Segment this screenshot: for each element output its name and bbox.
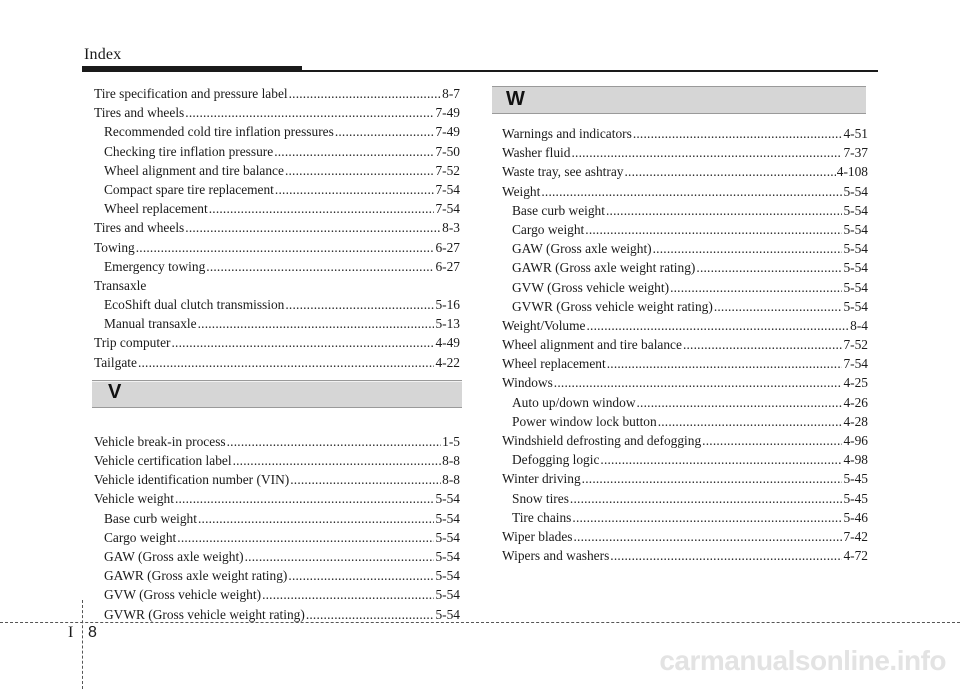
index-entry-text: Base curb weight	[104, 510, 197, 526]
index-entry-text: Weight	[502, 183, 541, 199]
index-entry-text: Winter driving	[502, 471, 581, 487]
index-entry-page: 5-54	[843, 260, 868, 276]
index-entry-page: 4-72	[843, 548, 868, 564]
dot-leader	[185, 103, 434, 122]
index-entry	[94, 142, 460, 161]
index-entry-text: Towing	[94, 239, 135, 255]
dot-leader	[714, 297, 843, 316]
index-entry	[502, 489, 868, 508]
index-entry	[502, 450, 868, 469]
index-entry-page: 5-54	[435, 548, 460, 564]
index-entry	[502, 220, 868, 239]
dot-leader	[209, 199, 435, 218]
index-entry-text: GVW (Gross vehicle weight)	[104, 587, 262, 603]
index-entry	[94, 84, 460, 103]
index-entry-page: 5-54	[435, 568, 460, 584]
index-entry	[94, 161, 460, 180]
index-entry	[94, 333, 460, 352]
index-entry-text: Vehicle identification number (VIN)	[94, 472, 290, 488]
index-entry-page: 5-45	[843, 490, 868, 506]
index-entry	[502, 546, 868, 565]
index-entry-text: GVWR (Gross vehicle weight rating)	[104, 606, 305, 622]
index-entry-text: Weight/Volume	[502, 317, 586, 333]
index-entry-text: Auto up/down window	[512, 394, 636, 410]
footer-page-number: 8	[88, 624, 97, 641]
index-entry-text: Manual transaxle	[104, 316, 197, 332]
index-entry-page: 7-54	[435, 201, 460, 217]
dot-leader	[275, 180, 435, 199]
dot-leader	[285, 295, 434, 314]
index-column-right	[502, 124, 868, 565]
index-entry-text: Checking tire inflation pressure	[104, 143, 274, 159]
dot-leader	[683, 335, 843, 354]
dot-leader	[136, 238, 435, 257]
index-entry	[502, 373, 868, 392]
dot-leader	[658, 412, 843, 431]
index-entry-page: 5-54	[435, 587, 460, 603]
index-entry-page: 1-5	[442, 433, 460, 449]
index-entry-text: EcoShift dual clutch transmission	[104, 297, 285, 313]
index-entry	[94, 295, 460, 314]
index-entry-page: 7-42	[843, 528, 868, 544]
index-entry-page: 5-16	[435, 297, 460, 313]
dot-leader	[541, 182, 842, 201]
index-entry-text: Wheel replacement	[104, 201, 208, 217]
dot-leader	[600, 450, 842, 469]
index-entry-text: Power window lock button	[512, 413, 657, 429]
index-entry	[94, 180, 460, 199]
dot-leader	[185, 218, 441, 237]
dot-leader	[670, 278, 842, 297]
section-header-w	[492, 86, 866, 114]
index-entry-page: 5-54	[843, 241, 868, 257]
index-column-left	[94, 84, 460, 624]
index-entry	[94, 509, 460, 528]
index-entry	[94, 122, 460, 141]
index-entry	[502, 278, 868, 297]
index-entry-text: Wipers and washers	[502, 548, 610, 564]
index-entry-page: 8-7	[442, 86, 460, 101]
index-entry-text: Compact spare tire replacement	[104, 181, 274, 197]
index-entry-page: 4-49	[435, 335, 460, 351]
index-entry-text: Tire specification and pressure label	[94, 86, 288, 101]
index-entry-text: Transaxle	[94, 277, 147, 293]
dot-leader	[554, 373, 843, 392]
index-entry-text: Windows	[502, 375, 553, 391]
index-entry-page: 7-49	[435, 105, 460, 121]
index-entry-page: 6-27	[435, 258, 460, 274]
index-entry-text: Emergency towing	[104, 258, 206, 274]
index-entry-text: Vehicle certification label	[94, 453, 232, 468]
dot-leader	[198, 509, 434, 528]
index-entry	[94, 432, 460, 451]
header-rule-thick	[82, 66, 302, 72]
index-entry-page: 5-54	[435, 606, 460, 622]
dot-leader	[610, 546, 842, 565]
dot-leader	[696, 258, 842, 277]
index-entry-page: 8-8	[442, 472, 460, 488]
dot-leader	[233, 451, 442, 470]
index-entry-page: 5-54	[843, 279, 868, 295]
index-entry-text: Snow tires	[512, 490, 569, 506]
index-entry	[94, 547, 460, 566]
index-entry-page: 5-54	[843, 221, 868, 237]
dot-leader	[227, 432, 442, 451]
dot-leader	[573, 527, 842, 546]
index-entry-page: 4-96	[843, 433, 868, 448]
index-entry-page: 7-54	[843, 356, 868, 372]
page-title: Index	[84, 46, 122, 63]
index-entry-page: 7-50	[435, 143, 460, 159]
index-entry	[502, 393, 868, 412]
dot-leader	[572, 508, 842, 527]
dot-leader	[138, 353, 435, 372]
index-entry	[94, 585, 460, 604]
index-entry	[502, 297, 868, 316]
index-entry-text: Tires and wheels	[94, 105, 185, 121]
index-entry-page: 6-27	[435, 239, 460, 255]
index-entry	[94, 566, 460, 585]
index-entry-text: GVW (Gross vehicle weight)	[512, 279, 670, 295]
index-entry-page: 4-98	[843, 452, 868, 468]
index-entry-text: GAWR (Gross axle weight rating)	[104, 568, 288, 584]
index-entry	[502, 412, 868, 431]
index-entry-page: 4-51	[843, 126, 868, 141]
index-entry	[94, 489, 460, 508]
dot-leader	[285, 161, 435, 180]
dot-leader	[245, 547, 435, 566]
index-entry-text: Tire chains	[512, 509, 572, 525]
dot-leader	[172, 333, 435, 352]
index-entry	[94, 276, 460, 295]
index-entry-text: Tailgate	[94, 354, 137, 370]
index-entry	[94, 257, 460, 276]
index-entry	[502, 469, 868, 488]
index-entry-text: Windshield defrosting and defogging	[502, 433, 702, 448]
index-entry-page: 5-54	[435, 529, 460, 545]
section-header-v	[92, 380, 462, 408]
dot-leader	[633, 124, 843, 143]
dot-leader	[585, 220, 842, 239]
dot-leader	[637, 393, 843, 412]
index-entry	[502, 431, 868, 450]
index-entry	[502, 335, 868, 354]
dot-leader	[571, 143, 842, 162]
index-entry-page: 7-54	[435, 181, 460, 197]
index-entry	[502, 316, 868, 335]
dot-leader	[274, 142, 434, 161]
dot-leader	[177, 528, 434, 547]
index-entry	[94, 314, 460, 333]
section-letter-w: W	[506, 88, 525, 110]
index-entry-page: 5-54	[435, 510, 460, 526]
footer-section-letter: I	[68, 624, 74, 641]
dot-leader	[625, 162, 836, 181]
index-entry-page: 4-22	[435, 354, 460, 370]
index-entry	[94, 528, 460, 547]
index-entry-text: Vehicle weight	[94, 491, 174, 507]
dot-leader	[607, 354, 843, 373]
index-entry	[502, 258, 868, 277]
dot-leader	[306, 605, 435, 624]
index-entry	[502, 162, 868, 181]
index-entry-page: 8-3	[442, 220, 460, 236]
index-entry-text: GAW (Gross axle weight)	[512, 241, 652, 257]
index-entry	[502, 124, 868, 143]
index-entry-page: 4-25	[843, 375, 868, 391]
index-entry-text: GAW (Gross axle weight)	[104, 548, 244, 564]
index-entry	[502, 354, 868, 373]
index-entry-text: GVWR (Gross vehicle weight rating)	[512, 298, 713, 314]
index-entry-page: 4-28	[843, 413, 868, 429]
index-entry-page: 8-4	[850, 317, 868, 333]
index-entry-page: 5-54	[843, 183, 868, 199]
index-entry	[94, 353, 460, 372]
index-entry-page: 7-49	[435, 124, 460, 140]
index-entry-text: Vehicle break-in process	[94, 433, 226, 449]
index-entry-page: 7-52	[843, 337, 868, 353]
index-entry-text: Cargo weight	[104, 529, 177, 545]
dot-leader	[702, 431, 842, 450]
index-entry-text: Waste tray, see ashtray	[502, 164, 624, 180]
index-entry-text: Trip computer	[94, 335, 171, 351]
index-entry-page: 7-37	[843, 145, 868, 161]
index-entry	[502, 239, 868, 258]
w-entries-list	[502, 124, 868, 565]
index-entry-page: 8-8	[442, 453, 460, 468]
index-entry	[502, 182, 868, 201]
footer-dashed-divider	[82, 600, 83, 689]
index-entry-text: Defogging logic	[512, 452, 600, 468]
index-entry	[94, 451, 460, 470]
index-entry	[94, 238, 460, 257]
index-entry-page: 5-54	[435, 491, 460, 507]
index-entry-text: Base curb weight	[512, 202, 605, 218]
dot-leader	[570, 489, 843, 508]
index-entry-page: 5-45	[843, 471, 868, 487]
index-entry-text: Cargo weight	[512, 221, 585, 237]
index-entry-text: Wheel alignment and tire balance	[502, 337, 682, 353]
watermark: carmanualsonline.info	[659, 645, 946, 676]
dot-leader	[206, 257, 434, 276]
dot-leader	[175, 489, 435, 508]
dot-leader	[289, 84, 442, 103]
index-entry-text: Wheel alignment and tire balance	[104, 162, 284, 178]
index-entry	[502, 508, 868, 527]
footer-dashed-rule	[0, 622, 960, 623]
v-entries-list	[94, 432, 460, 624]
index-entry	[502, 143, 868, 162]
index-entry-text: GAWR (Gross axle weight rating)	[512, 260, 696, 276]
index-entry-page: 5-13	[435, 316, 460, 332]
index-entry-page: 7-52	[435, 162, 460, 178]
dot-leader	[335, 122, 435, 141]
index-entry-text: Wiper blades	[502, 528, 573, 544]
index-entry-text: Washer fluid	[502, 145, 571, 161]
index-entry	[94, 103, 460, 122]
dot-leader	[198, 314, 435, 333]
index-entry	[94, 218, 460, 237]
index-entry	[94, 470, 460, 489]
index-entry	[94, 605, 460, 624]
header-rule-thin	[300, 70, 878, 72]
index-entry-text: Recommended cold tire inflation pressures	[104, 124, 334, 140]
dot-leader	[653, 239, 843, 258]
t-entries-list	[94, 84, 460, 372]
index-entry	[94, 199, 460, 218]
section-letter-v: V	[108, 380, 122, 403]
index-entry-page: 5-46	[843, 509, 868, 525]
index-entry-text: Warnings and indicators	[502, 126, 632, 141]
dot-leader	[262, 585, 434, 604]
index-entry-text: Tires and wheels	[94, 220, 185, 236]
dot-leader	[582, 469, 843, 488]
dot-leader	[290, 470, 441, 489]
index-entry-text: Wheel replacement	[502, 356, 606, 372]
index-entry-page: 4-108	[836, 164, 868, 180]
index-entry-page: 5-54	[843, 298, 868, 314]
dot-leader	[288, 566, 434, 585]
dot-leader	[606, 201, 842, 220]
index-entry-page: 5-54	[843, 202, 868, 218]
dot-leader	[586, 316, 849, 335]
index-entry	[502, 201, 868, 220]
index-entry	[502, 527, 868, 546]
index-entry-page: 4-26	[843, 394, 868, 410]
